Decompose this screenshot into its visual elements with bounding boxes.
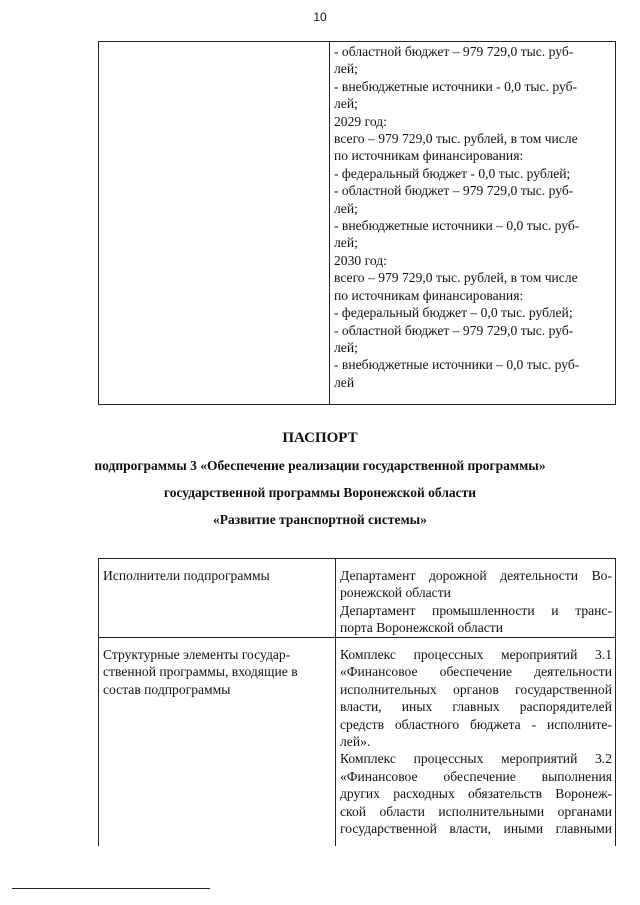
funding-line: - областной бюджет – 979 729,0 тыс. руб- [334, 44, 574, 59]
funding-value-cell [330, 42, 616, 405]
executors-line: ронежской области [340, 585, 451, 601]
elements-line: исполнительных органов государственной [340, 681, 612, 697]
funding-line: - областной бюджет – 979 729,0 тыс. руб- [334, 183, 574, 199]
elements-label-line: состав подпрограммы [103, 681, 231, 697]
funding-line: - внебюджетные источники - 0,0 тыс. руб- [334, 78, 578, 94]
funding-line: - федеральный бюджет – 0,0 тыс. рублей; [334, 305, 573, 321]
funding-line: 2030 год: [334, 252, 387, 268]
elements-label-cell [99, 638, 336, 847]
elements-line: «Финансовое обеспечение деятельности [340, 664, 612, 680]
elements-line: Комплекс процессных мероприятий 3.1 [340, 647, 612, 662]
elements-line: власти, иных главных распорядителей [340, 699, 612, 715]
funding-line: - внебюджетные источники – 0,0 тыс. руб- [334, 218, 580, 234]
elements-line: государственной власти, иными главными [340, 821, 612, 837]
elements-line: лей». [340, 734, 371, 750]
funding-line: всего – 979 729,0 тыс. рублей, в том числе [334, 131, 578, 147]
passport-subtitle-line: «Развитие транспортной системы» [213, 512, 427, 527]
funding-line: лей; [334, 200, 358, 216]
table-row [99, 638, 616, 847]
elements-line: Комплекс процессных мероприятий 3.2 [340, 751, 612, 767]
funding-line: - областной бюджет – 979 729,0 тыс. руб- [334, 322, 574, 338]
executors-line: Департамент дорожной деятельности Во- [340, 568, 612, 583]
funding-line: по источникам финансирования: [334, 148, 524, 164]
funding-line: 2029 год: [334, 113, 387, 129]
funding-line: лей; [334, 339, 358, 355]
executors-line: порта Воронежской области [340, 620, 503, 636]
funding-line: - федеральный бюджет - 0,0 тыс. рублей; [334, 165, 571, 181]
passport-table [98, 558, 616, 846]
funding-line: - внебюджетные источники – 0,0 тыс. руб- [334, 357, 580, 373]
funding-line: лей [334, 374, 355, 390]
funding-line: всего – 979 729,0 тыс. рублей, в том числе [334, 270, 578, 286]
funding-line: лей; [334, 61, 358, 77]
elements-value-cell [336, 638, 616, 847]
footnote-separator [12, 888, 210, 889]
table-row [99, 42, 616, 405]
funding-line: лей; [334, 235, 358, 251]
funding-line: по источникам финансирования: [334, 287, 524, 303]
executors-label-cell [99, 559, 336, 638]
table-row [99, 559, 616, 638]
elements-line: других расходных обязательств Воронеж- [340, 786, 612, 802]
funding-label-cell [99, 42, 330, 405]
funding-table [98, 41, 616, 405]
executors-value-cell [336, 559, 616, 638]
elements-label-line: ственной программы, входящие в [103, 664, 298, 680]
funding-line: лей; [334, 96, 358, 112]
executors-label: Исполнители подпрограммы [103, 568, 270, 583]
executors-line: Департамент промышленности и транс- [340, 602, 612, 618]
elements-line: «Финансовое обеспечение выполнения [340, 768, 612, 784]
passport-subtitle-line: государственной программы Воронежской области [163, 485, 477, 500]
passport-title: ПАСПОРТ [282, 430, 358, 446]
elements-line: средств областного бюджета - исполните- [340, 716, 612, 732]
elements-line: ской области исполнительными органами [340, 803, 612, 819]
elements-label-line: Структурные элементы государ- [103, 647, 291, 662]
page-number: 10 [313, 10, 327, 24]
passport-subtitle-line: подпрограммы 3 «Обеспечение реализации государственной программы» [94, 458, 546, 473]
